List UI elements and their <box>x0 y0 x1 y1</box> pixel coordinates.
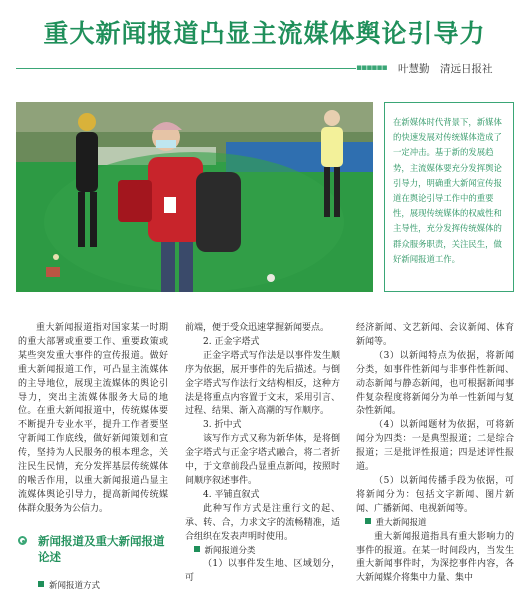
section-heading-text: 新闻报道及重大新闻报道论述 <box>38 534 165 564</box>
paragraph: （3）以新闻特点为依据，将新闻分类，如事件性新闻与非事件性新闻、动态新闻与静态新闻，也可根据新闻事件复杂程度将新闻分为单一性新闻与复杂性新闻。 <box>356 350 514 417</box>
subheading <box>185 545 340 559</box>
paragraph: （5）以新闻传播手段为依据，可将新闻分为：包括文字新闻、图片新闻、广播新闻、电视新闻等。 <box>356 475 514 514</box>
square-bullet-icon <box>194 546 200 552</box>
article-photo <box>16 102 373 292</box>
subheading-text: 新闻报道方式 <box>49 581 101 591</box>
divider-dots: ▪▪▪▪▪▪ <box>356 63 387 73</box>
paragraph: 重大新闻报道指对国家某一时期的重大部署或重要工作、重要政策或某些突发重大事件的宣传报道。做好重大新闻报道工作，可凸显主流媒体的主导地位，展现主流媒体的舆论引导力，突出主流媒体服务大局的地位。在重大新闻报道中，传统媒体要不断提升专业水平，提升工作者要坚守新闻工作底线，做好新闻策划和宣传，坚持为人民服务的根本理念，关注民生民情，充分发挥基层传统媒体的喉舌作用，以重大新闻报道凸显主流媒体舆论引导力，提高新闻传统媒体群众服务为公信力。 <box>18 323 168 514</box>
subheading-text: 重大新闻报道 <box>375 517 427 528</box>
article-title: 重大新闻报道凸显主流媒体舆论引导力 <box>43 19 486 48</box>
paragraph: 前端，便于受众迅速掌握新闻要点。 <box>185 323 330 333</box>
subheading: 4. 平铺直叙式 <box>203 489 260 500</box>
article-byline: 叶慧勤 清远日报社 <box>398 63 493 75</box>
paragraph: 此种写作方式是注重行文的起、承、转、合，力求文字的流畅精准，适合组织在发表声明时使用。 <box>185 503 340 542</box>
paragraph: 经济新闻、文艺新闻、会议新闻、体育新闻等。 <box>356 323 514 347</box>
paragraph: （1）以事件发生地、区域划分，可 <box>185 559 340 584</box>
subheading: 2. 正金字塔式 <box>203 336 260 347</box>
paragraph: 该写作方式又称为新华体，是将倒金字塔式与正金字塔式融合，将二者折中，于文章前段凸显重点新闻，按照时间顺序叙述事件。 <box>185 434 340 486</box>
column-1 <box>18 322 168 517</box>
section-heading <box>18 533 178 565</box>
subheading-text: 新闻报道分类 <box>204 545 256 556</box>
section-bullet-icon <box>18 536 27 545</box>
subheading <box>356 517 514 531</box>
intro-box: 在新媒体时代背景下，新媒体的快速发展对传统媒体造成了一定冲击。基于新的发展趋势，主流媒体要充分发挥舆论引导力，明确重大新闻宣传报道在舆论引导工作中的重要性，展现传统媒体的权威性和主导性，充分发挥传统媒体的群众服务职责，关注民生，做好新闻报道工作。 <box>384 102 514 292</box>
paragraph: 正金字塔式写作法是以事件发生顺序为依据，展开事件的先后描述。与倒金字塔式写作法行文结构相反，这种方法是将重点内容置于文末，采用引言、过程、结果、渐入高潮的写作顺序。 <box>185 350 340 417</box>
subheading <box>38 579 100 591</box>
paragraph: （4）以新闻题材为依据，可将新闻分为四类：一是典型报道；二是综合报道；三是批评性报道；四是述评性报道。 <box>356 420 514 473</box>
photo-illustration <box>16 102 373 292</box>
column-3 <box>356 322 514 586</box>
square-bullet-icon <box>365 518 371 524</box>
subheading: 3. 折中式 <box>203 420 242 431</box>
square-bullet-icon <box>38 581 44 587</box>
column-2 <box>185 322 340 586</box>
paragraph: 重大新闻报道指具有重大影响力的事件的报道。在某一时间段内，当发生重大新闻事件时，为深挖事件内容，各大新闻媒介将集中力量、集中 <box>356 531 514 584</box>
title-divider <box>16 68 356 69</box>
